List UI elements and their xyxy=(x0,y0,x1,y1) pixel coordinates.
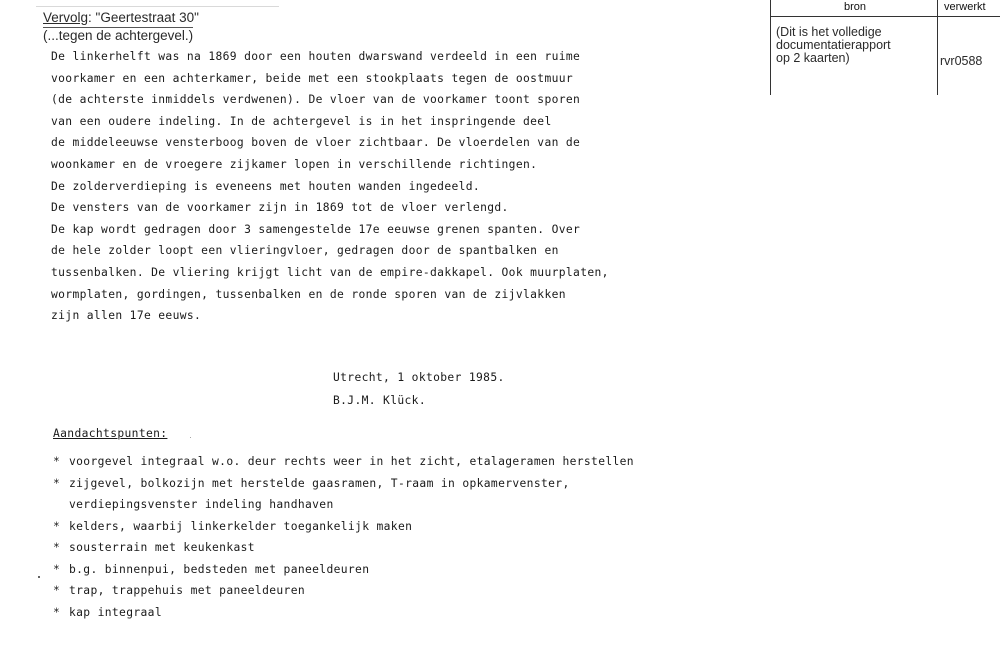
bron-note-line: op 2 kaarten) xyxy=(776,51,850,65)
body-line: De linkerhelft was na 1869 door een houten dwarswand verdeeld in een ruime xyxy=(51,50,581,63)
points-heading: Aandachtspunten: xyxy=(53,427,168,440)
body-line: van een oudere indeling. In de achtergevel is in het inspringende deel xyxy=(51,114,552,128)
list-item xyxy=(53,559,634,581)
header-subtitle: (...tegen de achtergevel.) xyxy=(43,28,194,43)
list-item-text: kap integraal xyxy=(69,605,162,619)
top-rule xyxy=(36,6,279,7)
body-line: De kap wordt gedragen door 3 samengestelde 17e eeuwse grenen spanten. Over xyxy=(51,222,581,236)
body-line: De zolderverdieping is eveneens met houten wanden ingedeeld. xyxy=(51,179,481,193)
bullet-star: * xyxy=(53,584,61,597)
author-name: B.J.M. Klück. xyxy=(333,394,426,407)
list-item-text: zijgevel, bolkozijn met herstelde gaasramen, T-raam in opkamervenster, xyxy=(69,476,570,490)
body-line: tussenbalken. De vliering krijgt licht van de empire-dakkapel. Ook muurplaten, xyxy=(51,265,609,279)
scan-speck xyxy=(190,437,191,438)
body-line: de hele zolder loopt een vlieringvloer, gedragen door de spantbalken en xyxy=(51,244,559,258)
points-list xyxy=(53,451,634,623)
body-line: zijn allen 17e eeuws. xyxy=(51,309,202,323)
list-item-text: voorgevel integraal w.o. deur rechts weer in het zicht, etalageramen herstellen xyxy=(69,455,634,468)
list-item xyxy=(53,580,634,602)
bullet-star: * xyxy=(53,519,61,533)
list-item-text: verdiepingsvenster indeling handhaven xyxy=(69,498,334,511)
address-title: : "Geertestraat 30" xyxy=(88,10,199,25)
bron-note xyxy=(776,26,891,65)
bullet-star: * xyxy=(53,562,61,576)
bron-note-line: documentatierapport xyxy=(776,38,891,52)
body-line: wormplaten, gordingen, tussenbalken en de ronde sporen van de zijvlakken xyxy=(51,287,566,301)
source-table xyxy=(770,0,1000,95)
bullet-star: * xyxy=(53,455,61,468)
bron-note-line: (Dit is het volledige xyxy=(776,25,882,39)
table-header-divider xyxy=(770,16,1000,17)
scan-speck xyxy=(38,576,40,578)
body-line: woonkamer en de vroegere zijkamer lopen in verschillende richtingen. xyxy=(51,157,538,171)
list-item xyxy=(53,516,634,538)
signature-block xyxy=(333,366,505,412)
list-item-text: b.g. binnenpui, bedsteden met paneeldeuren xyxy=(69,562,370,576)
place-date: Utrecht, 1 oktober 1985. xyxy=(333,371,505,384)
document-header xyxy=(43,10,199,43)
list-item xyxy=(53,473,634,495)
bullet-star: * xyxy=(53,476,61,490)
list-item xyxy=(53,451,634,473)
body-line: voorkamer en een achterkamer, beide met een stookplaats tegen de oostmuur xyxy=(51,71,574,85)
bullet-star: * xyxy=(53,541,61,554)
verwerkt-value: rvr0588 xyxy=(940,54,983,68)
bullet-star: * xyxy=(53,605,61,619)
column-header-verwerkt: verwerkt xyxy=(944,1,986,13)
list-item-text: kelders, waarbij linkerkelder toegankelijk maken xyxy=(69,519,413,533)
list-item xyxy=(53,602,634,624)
list-item-text: sousterrain met keukenkast xyxy=(69,541,255,554)
list-item-text: trap, trappehuis met paneeldeuren xyxy=(69,584,305,597)
list-item xyxy=(53,494,634,516)
column-header-bron: bron xyxy=(844,1,867,13)
table-column-divider xyxy=(937,0,938,95)
table-border-left xyxy=(770,0,771,95)
body-text xyxy=(51,46,609,327)
body-line: De vensters van de voorkamer zijn in 1869 tot de vloer verlengd. xyxy=(51,201,509,215)
body-line: (de achterste inmiddels verdwenen). De vloer van de voorkamer toont sporen xyxy=(51,93,581,107)
body-line: de middeleeuwse vensterboog boven de vloer zichtbaar. De vloerdelen van de xyxy=(51,136,581,150)
list-item xyxy=(53,537,634,559)
continuation-label: Vervolg xyxy=(43,10,89,25)
